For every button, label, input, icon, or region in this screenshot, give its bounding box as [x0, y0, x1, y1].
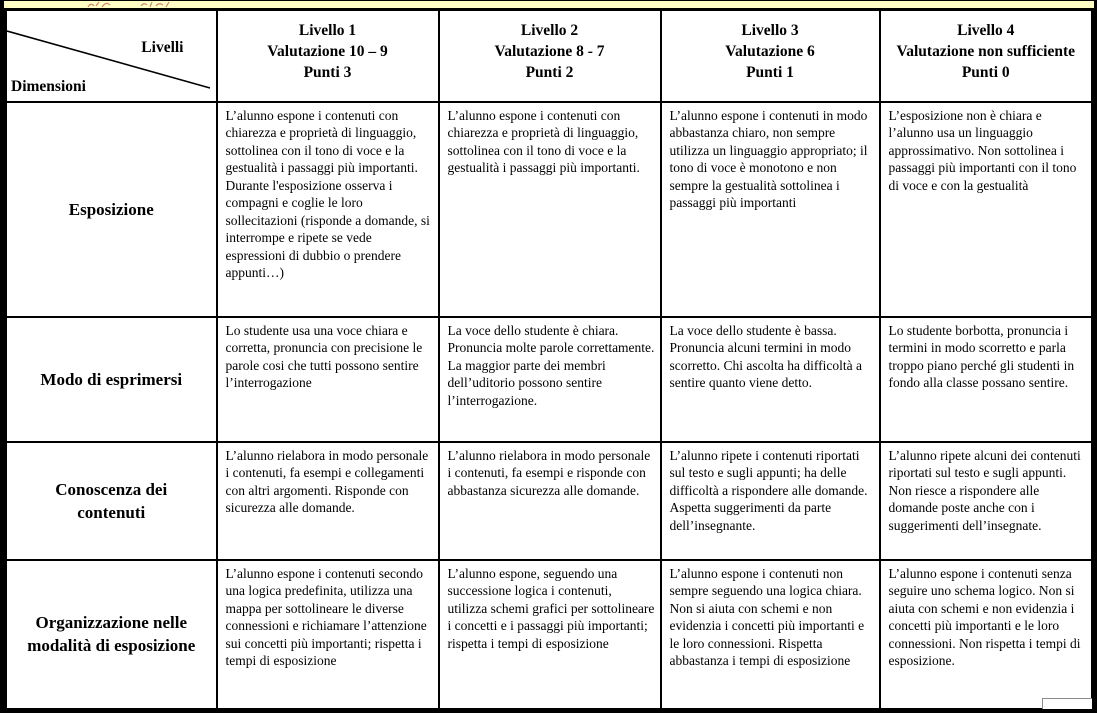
rubric-cell: L’alunno espone i contenuti non sempre seguendo una logica chiara. Non si aiuta con schemi e non evidenzia i concetti più importanti e le loro connessioni. Rispetta abbastanza i tempi di esposizione — [661, 560, 880, 710]
level-1-header — [217, 10, 439, 102]
bottom-border — [0, 709, 1097, 713]
rubric-cell: Lo studente usa una voce chiara e corretta, pronuncia con precisione le parole cosi che tutti possono sentire l’interrogazione — [217, 317, 439, 442]
dimensioni-label: Dimensioni — [11, 77, 86, 95]
rubric-cell: La voce dello studente è chiara. Pronuncia molte parole correttamente. La maggior parte dei membri dell’uditorio possono sentire l’interrogazione. — [439, 317, 661, 442]
livelli-label: Livelli — [141, 39, 184, 56]
rubric-cell: Lo studente borbotta, pronuncia i termini in modo scorretto e parla troppo piano perché gli studenti in fondo alla classe possano sentire. — [880, 317, 1093, 442]
rubric-cell: L’esposizione non è chiara e l’alunno usa un linguaggio approssimativo. Non sottolinea i passaggi più importanti con il tono di voce e con la gestualità — [880, 102, 1093, 317]
corner-cell — [6, 10, 217, 102]
cropped-red-marks — [86, 1, 196, 8]
table-row-modo-di-esprimersi — [6, 317, 1093, 442]
rubric-cell: L’alunno ripete i contenuti riportati sul testo e sugli appunti; ha delle difficoltà a rispondere alle domande. Aspetta suggerimenti da parte dell’insegnante. — [661, 442, 880, 560]
level-1-valutazione: Valutazione 10 – 9 — [267, 43, 388, 60]
level-1-punti: Punti 3 — [303, 64, 352, 81]
level-2-header — [439, 10, 661, 102]
level-3-punti: Punti 1 — [746, 64, 794, 81]
highlighted-top-strip — [4, 1, 1094, 8]
rubric-cell: L’alunno espone i contenuti con chiarezza e proprietà di linguaggio, sottolinea con il tono di voce e la gestualità i passaggi più importanti. — [439, 102, 661, 317]
level-3-header — [661, 10, 880, 102]
level-4-punti: Punti 0 — [961, 64, 1010, 81]
level-1-title: Livello 1 — [298, 22, 357, 39]
level-4-title: Livello 4 — [957, 22, 1015, 39]
dimension-label-modo-di-esprimersi: Modo di esprimersi — [6, 317, 217, 442]
rubric-cell: L’alunno espone i contenuti con chiarezza e proprietà di linguaggio, sottolinea con il tono di voce e la gestualità i passaggi più importanti. Durante l'esposizione osserva i compagni e coglie le loro sollecitazioni (risponde a domande, si interrompe e ripete se vede espressioni di dubbio o prendere appunti…) — [217, 102, 439, 317]
level-2-punti: Punti 2 — [525, 64, 574, 81]
rubric-cell: L’alunno espone i contenuti in modo abbastanza chiaro, non sempre utilizza un linguaggio appropriato; il tono di voce è monotono e non sempre la gestualità sottolinea i passaggi più importanti — [661, 102, 880, 317]
table-row-esposizione — [6, 102, 1093, 317]
rubric-cell: L’alunno espone i contenuti secondo una logica predefinita, utilizza una mappa per sottolineare le diverse connessioni e richiamare l’attenzione sui concetti più importanti; rispetta i tempi di esposizione — [217, 560, 439, 710]
rubric-cell: La voce dello studente è bassa. Pronuncia alcuni termini in modo scorretto. Chi ascolta ha difficoltà a sentire quanto viene detto. — [661, 317, 880, 442]
rubric-cell: L’alunno espone i contenuti senza seguire uno schema logico. Non si aiuta con schemi e non evidenzia i concetti più importanti e le loro connessioni. Non rispetta i tempi di esposizione. — [880, 560, 1093, 710]
table-row-conoscenza-dei-contenuti — [6, 442, 1093, 560]
table-row-organizzazione — [6, 560, 1093, 710]
evaluation-rubric-table — [4, 8, 1094, 711]
level-3-valutazione: Valutazione 6 — [725, 43, 815, 60]
level-4-valutazione: Valutazione non sufficiente — [896, 43, 1076, 60]
rubric-cell: L’alunno espone, seguendo una successione logica i contenuti, utilizza schemi grafici per sottolineare i concetti e i passaggi più importanti; rispetta i tempi di esposizione — [439, 560, 661, 710]
rubric-cell: L’alunno rielabora in modo personale i contenuti, fa esempi e collegamenti con altri argomenti. Risponde con sicurezza alle domande. — [217, 442, 439, 560]
bottom-right-corner-box — [1042, 698, 1092, 709]
level-4-header — [880, 10, 1093, 102]
level-3-title: Livello 3 — [741, 22, 799, 39]
level-2-valutazione: Valutazione 8 - 7 — [494, 43, 605, 60]
dimension-label-esposizione: Esposizione — [6, 102, 217, 317]
rubric-cell: L’alunno ripete alcuni dei contenuti riportati sul testo e sugli appunti. Non riesce a rispondere alle domande poste anche con i suggerimenti dell’insegnate. — [880, 442, 1093, 560]
header-row — [6, 10, 1093, 102]
level-2-title: Livello 2 — [520, 22, 579, 39]
dimension-label-conoscenza-dei-contenuti: Conoscenza dei contenuti — [6, 442, 217, 560]
rubric-cell: L’alunno rielabora in modo personale i contenuti, fa esempi e risponde con abbastanza sicurezza alle domande. — [439, 442, 661, 560]
dimension-label-organizzazione: Organizzazione nelle modalità di esposizione — [6, 560, 217, 710]
